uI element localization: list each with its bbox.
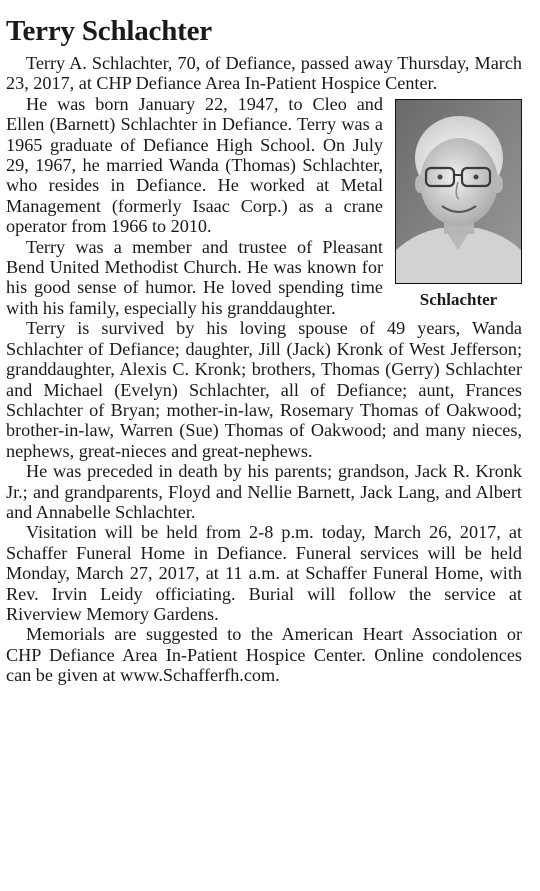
obituary-paragraph-preceded: He was preceded in death by his parents; grandson, Jack R. Kronk Jr.; and grandparents, Floyd and Nellie Barnett, Jack Lang, and Albert and Annabelle Schlachter. <box>6 461 522 522</box>
portrait-block <box>395 99 522 310</box>
portrait-image <box>396 100 521 283</box>
portrait-photo <box>395 99 522 284</box>
obituary-article <box>6 14 522 686</box>
obituary-paragraph-death: Terry A. Schlachter, 70, of Defiance, passed away Thursday, March 23, 2017, at CHP Defiance Area In-Patient Hospice Center. <box>6 53 522 94</box>
obituary-paragraph-survivors: Terry is survived by his loving spouse of 49 years, Wanda Schlachter of Defiance; daughter, Jill (Jack) Kronk of West Jefferson; granddaughter, Alexis C. Kronk; brothers, Thomas (Gerry) Schlachter and Michael (Evelyn) Schlachter, all of Defiance; aunt, Frances Schlachter of Bryan; mother-in-law, Rosemary Thomas of Oakwood; brother-in-law, Warren (Sue) Thomas of Oakwood; and many nieces, nephews, great-nieces and great-nephews. <box>6 318 522 461</box>
obituary-paragraph-church: Terry was a member and trustee of Pleasant Bend United Methodist Church. He was known for his good sense of humor. He loved spending time with his family, especially his granddaughter. <box>6 236 383 318</box>
obituary-paragraph-biography: He was born January 22, 1947, to Cleo and Ellen (Barnett) Schlachter in Defiance. Terry was a 1965 graduate of Defiance High School. On July 29, 1967, he married Wanda (Thomas) Schlachter, who resides in Defiance. He worked at Metal Management (formerly Isaac Corp.) as a crane operator from 1966 to 2010. <box>6 93 383 237</box>
obituary-title: Terry Schlachter <box>6 15 212 47</box>
obituary-paragraph-memorials: Memorials are suggested to the American Heart Association or CHP Defiance Area In-Patient Hospice Center. Online condolences can be given at www.Schafferfh.com. <box>6 624 522 686</box>
obituary-body <box>6 53 522 686</box>
portrait-caption: Schlachter <box>419 289 498 309</box>
obituary-paragraph-services: Visitation will be held from 2-8 p.m. today, March 26, 2017, at Schaffer Funeral Home in Defiance. Funeral services will be held Monday, March 27, 2017, at 11 a.m. at Schaffer Funeral Home, with Rev. Irvin Leidy officiating. Burial will follow the service at Riverview Memory Gardens. <box>6 522 522 624</box>
